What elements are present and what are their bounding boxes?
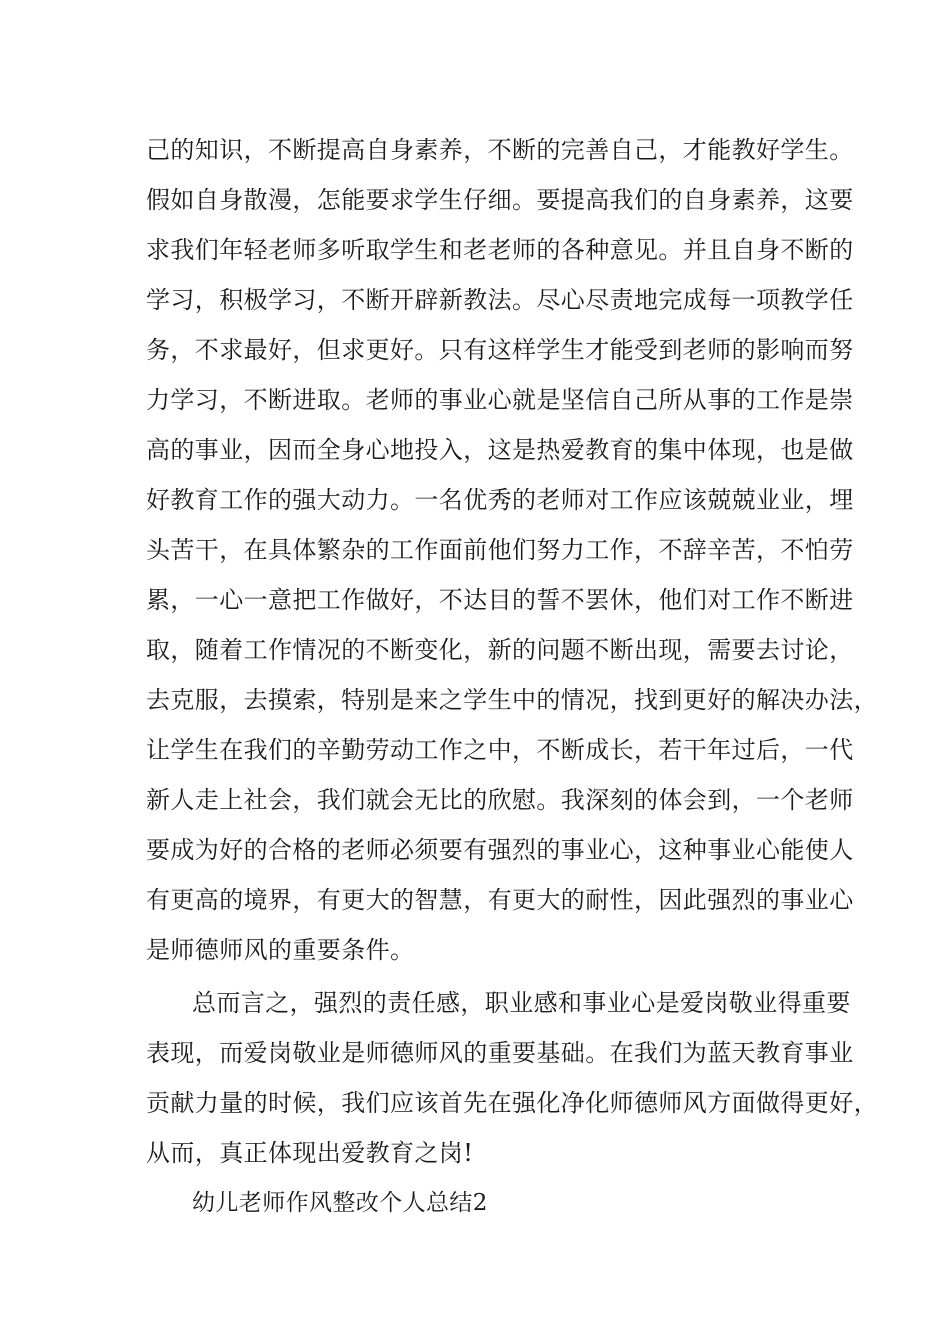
text-line: 假如自身散漫，怎能要求学生仔细。要提高我们的自身素养，这要	[146, 186, 854, 214]
section-heading: 幼儿老师作风整改个人总结2	[192, 1190, 488, 1216]
text-line: 学习，积极学习，不断开辟新教法。尽心尽责地完成每一项教学任	[146, 286, 854, 314]
text-line: 是师德师风的重要条件。	[146, 936, 415, 964]
text-line: 去克服，去摸索，特别是来之学生中的情况，找到更好的解决办法，	[146, 686, 878, 714]
text-line: 要成为好的合格的老师必须要有强烈的事业心，这种事业心能使人	[146, 836, 854, 864]
text-line: 好教育工作的强大动力。一名优秀的老师对工作应该兢兢业业，埋	[146, 486, 854, 514]
text-line: 头苦干，在具体繁杂的工作面前他们努力工作，不辞辛苦，不怕劳	[146, 536, 854, 564]
text-line: 务，不求最好，但求更好。只有这样学生才能受到老师的影响而努	[146, 336, 854, 364]
text-line: 有更高的境界，有更大的智慧，有更大的耐性，因此强烈的事业心	[146, 886, 854, 914]
text-line: 新人走上社会，我们就会无比的欣慰。我深刻的体会到，一个老师	[146, 786, 854, 814]
text-line: 求我们年轻老师多听取学生和老老师的各种意见。并且自身不断的	[146, 236, 854, 264]
text-line: 总而言之，强烈的责任感，职业感和事业心是爱岗敬业得重要	[192, 989, 851, 1017]
text-line: 己的知识，不断提高自身素养，不断的完善自己，才能教好学生。	[146, 136, 854, 164]
text-line: 表现，而爱岗敬业是师德师风的重要基础。在我们为蓝天教育事业	[146, 1039, 854, 1067]
text-line: 让学生在我们的辛勤劳动工作之中，不断成长，若干年过后，一代	[146, 736, 854, 764]
text-line: 力学习，不断进取。老师的事业心就是坚信自己所从事的工作是崇	[146, 386, 854, 414]
text-line: 贡献力量的时候，我们应该首先在强化净化师德师风方面做得更好，	[146, 1089, 878, 1117]
text-line: 累，一心一意把工作做好，不达目的誓不罢休，他们对工作不断进	[146, 586, 854, 614]
text-line: 高的事业，因而全身心地投入，这是热爱教育的集中体现，也是做	[146, 436, 854, 464]
text-line: 取，随着工作情况的不断变化，新的问题不断出现，需要去讨论，	[146, 636, 854, 664]
text-line: 从而，真正体现出爱教育之岗!	[146, 1139, 474, 1167]
